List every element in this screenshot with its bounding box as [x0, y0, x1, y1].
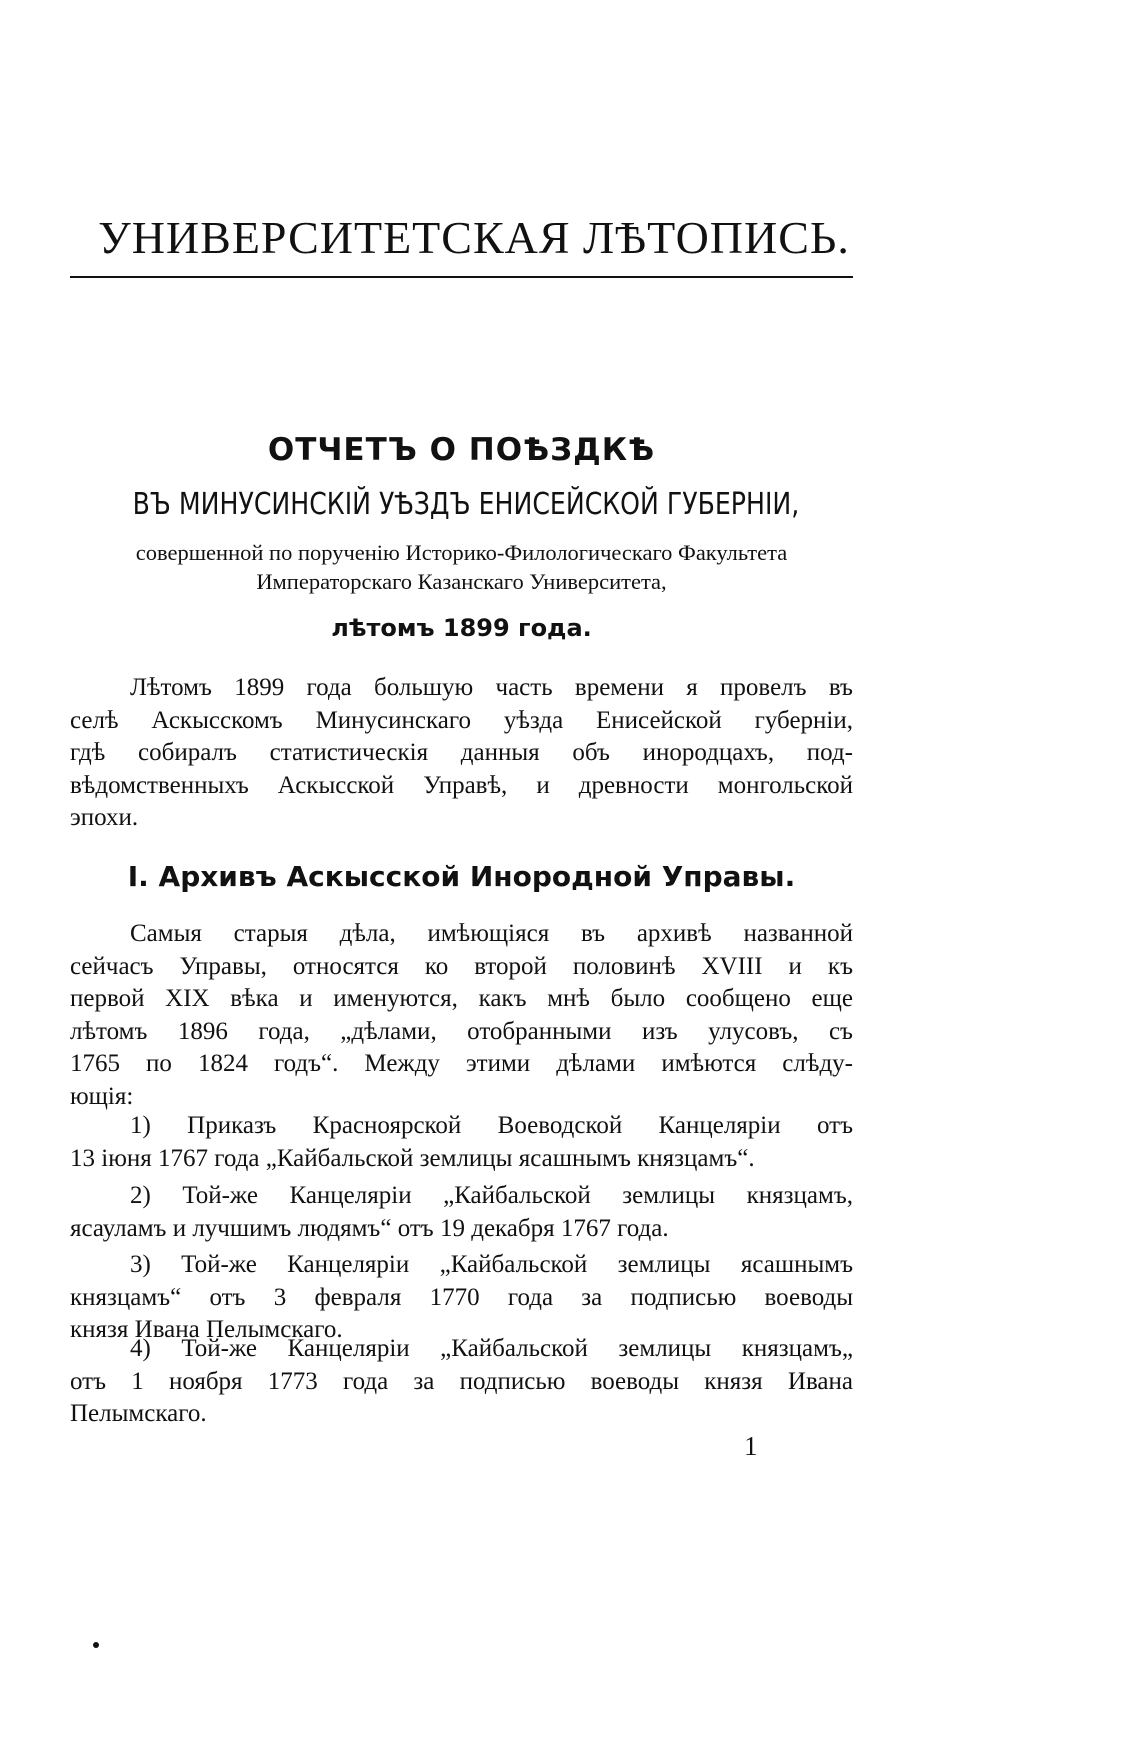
text-line: Самыя старыя дѣла, имѣющіяся въ архивѣ названной	[130, 920, 853, 947]
report-subtitle: ВЪ МИНУСИНСКІЙ УѢЗДЪ ЕНИСЕЙСКОЙ ГУБЕРНІИ,	[132, 487, 800, 522]
commission-line: Императорскаго Казанскаго Университета,	[256, 569, 667, 594]
text-line: сейчасъ Управы, относятся ко второй половинѣ XVIII и къ	[70, 952, 853, 980]
list-item	[70, 1110, 853, 1175]
text-line: ющія:	[70, 1082, 134, 1110]
text-line: Пелымскаго.	[70, 1400, 207, 1427]
text-line: гдѣ собиралъ статистическія данныя объ инородцахъ, под-	[70, 739, 853, 766]
section-heading: I. Архивъ Аскысской Инородной Управы.	[127, 860, 796, 893]
text-line: 1765 по 1824 годъ“. Между этими дѣлами имѣются слѣду-	[70, 1050, 853, 1077]
text-line: селѣ Аскысскомъ Минусинскаго уѣзда Енисейской губерніи,	[70, 706, 853, 734]
text-line: князя Ивана Пелымскаго.	[70, 1316, 343, 1343]
text-line: первой XIX вѣка и именуются, какъ мнѣ было сообщено еще	[70, 985, 853, 1012]
text-line: эпохи.	[70, 804, 139, 831]
text-line: 13 іюня 1767 года „Кайбальской землицы ясашнымъ князцамъ“.	[70, 1144, 755, 1172]
page-number: 1	[744, 1431, 758, 1461]
summer-date: лѣтомъ 1899 года.	[331, 614, 592, 642]
report-title: ОТЧЕТЪ О ПОѢЗДКѢ	[267, 432, 656, 468]
section-paragraph	[70, 918, 853, 1113]
text-line: 3) Той-же Канцеляріи „Кайбальской землицы ясашнымъ	[130, 1251, 853, 1278]
head-rule	[70, 276, 853, 278]
text-line: 2) Той-же Канцеляріи „Кайбальской землицы князцамъ,	[130, 1182, 853, 1209]
text-line: лѣтомъ 1896 года, „дѣлами, отобранными изъ улусовъ, съ	[70, 1017, 853, 1045]
commission-note	[70, 538, 853, 596]
text-line: 4) Той-же Канцеляріи „Кайбальской землицы князцамъ„	[130, 1335, 853, 1362]
text-line: Лѣтомъ 1899 года большую часть времени я провелъ въ	[130, 674, 853, 701]
text-line: князцамъ“ отъ 3 февраля 1770 года за подписью воеводы	[70, 1283, 853, 1311]
text-line: отъ 1 ноября 1773 года за подписью воеводы князя Ивана	[70, 1367, 853, 1395]
print-speck	[93, 1642, 99, 1648]
list-item	[70, 1333, 853, 1431]
intro-paragraph	[70, 672, 853, 835]
list-item	[70, 1180, 853, 1245]
text-line: ясауламъ и лучшимъ людямъ“ отъ 19 декабря 1767 года.	[70, 1214, 669, 1242]
text-line: 1) Приказъ Красноярской Воеводской Канцеляріи отъ	[130, 1112, 853, 1139]
running-head: УНИВЕРСИТЕТСКАЯ ЛѢТОПИСЬ.	[98, 212, 850, 263]
list-item	[70, 1249, 853, 1347]
text-line: вѣдомственныхъ Аскысской Управѣ, и древности монгольской	[70, 771, 853, 799]
commission-line: совершенной по порученію Историко-Филологическаго Факультета	[135, 540, 788, 565]
